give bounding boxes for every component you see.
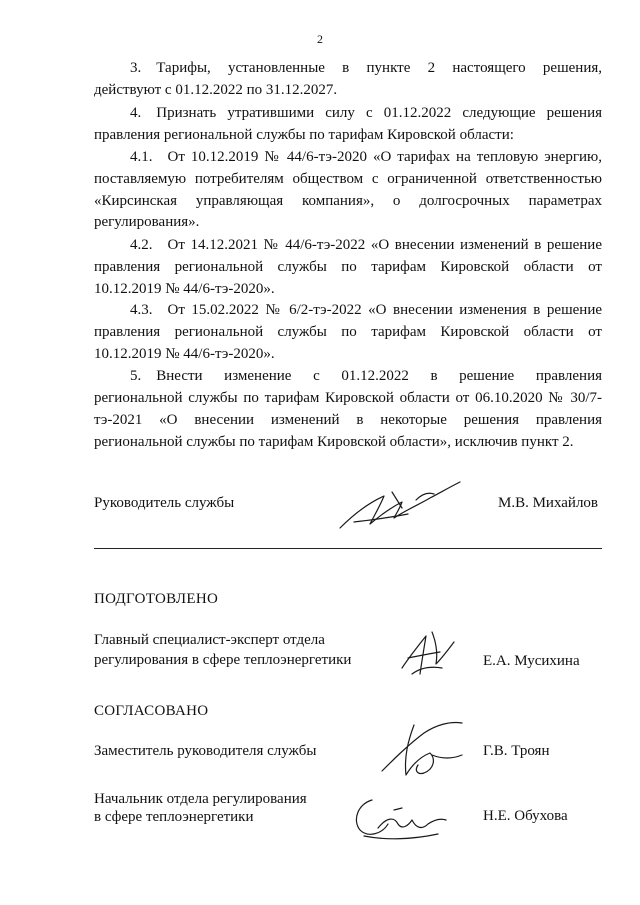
body-line-9: 4.2. От 14.12.2021 № 44/6-тэ-2022 «О внесении изменений в решение — [130, 237, 602, 253]
body-line-18: региональной службы по тарифам Кировской области», исключив пункт 2. — [94, 434, 574, 450]
body-line-10: правления региональной службы по тарифам Кировской области от — [94, 259, 602, 275]
chief-name: Н.Е. Обухова — [483, 808, 568, 824]
page-number: 2 — [317, 32, 323, 46]
body-line-13: правления региональной службы по тарифам Кировской области от — [94, 324, 602, 340]
prepared-name: Е.А. Мусихина — [483, 653, 580, 669]
signatory-position: Руководитель службы — [94, 495, 235, 511]
body-line-4: правления региональной службы по тарифам Кировской области: — [94, 127, 514, 143]
body-line-16: региональной службы по тарифам Кировской области от 06.10.2020 № 30/7- — [94, 390, 602, 406]
body-line-3: 4. Признать утратившими силу с 01.12.2022 следующие решения — [130, 105, 602, 121]
deputy-signature — [374, 715, 470, 787]
body-line-12: 4.3. От 15.02.2022 № 6/2-тэ-2022 «О внесении изменения в решение — [130, 302, 602, 318]
body-line-15: 5. Внести изменение с 01.12.2022 в решение правления — [130, 368, 602, 384]
agreed-heading: СОГЛАСОВАНО — [94, 703, 209, 719]
chief-signature — [350, 790, 450, 848]
body-line-11: 10.12.2019 № 44/6-тэ-2020». — [94, 281, 275, 297]
chief-position-line2: в сфере теплоэнергетики — [94, 809, 254, 825]
body-line-7: «Кирсинская управляющая компания», о долгосрочных параметрах — [94, 193, 602, 209]
prepared-heading: ПОДГОТОВЛЕНО — [94, 591, 219, 607]
deputy-name: Г.В. Троян — [483, 743, 550, 759]
prepared-position-line2: регулирования в сфере теплоэнергетики — [94, 652, 352, 668]
body-line-2: действуют с 01.12.2022 по 31.12.2027. — [94, 82, 338, 98]
body-line-8: регулирования». — [94, 214, 200, 230]
body-line-1: 3. Тарифы, установленные в пункте 2 настоящего решения, — [130, 60, 602, 76]
body-line-17: тэ-2021 «О внесении изменений в некоторые решения правления — [94, 412, 602, 428]
prepared-signature — [396, 628, 466, 684]
signatory-name: М.В. Михайлов — [498, 495, 599, 511]
body-line-5: 4.1. От 10.12.2019 № 44/6-тэ-2020 «О тарифах на тепловую энергию, — [130, 149, 602, 165]
chief-position-line1: Начальник отдела регулирования — [94, 791, 307, 807]
body-line-6: поставляемую потребителям обществом с ограниченной ответственностью — [94, 171, 602, 187]
body-line-14: 10.12.2019 № 44/6-тэ-2020». — [94, 346, 275, 362]
head-signature — [330, 478, 470, 540]
prepared-position-line1: Главный специалист-эксперт отдела — [94, 632, 325, 648]
separator-line — [94, 548, 602, 549]
deputy-position: Заместитель руководителя службы — [94, 743, 317, 759]
